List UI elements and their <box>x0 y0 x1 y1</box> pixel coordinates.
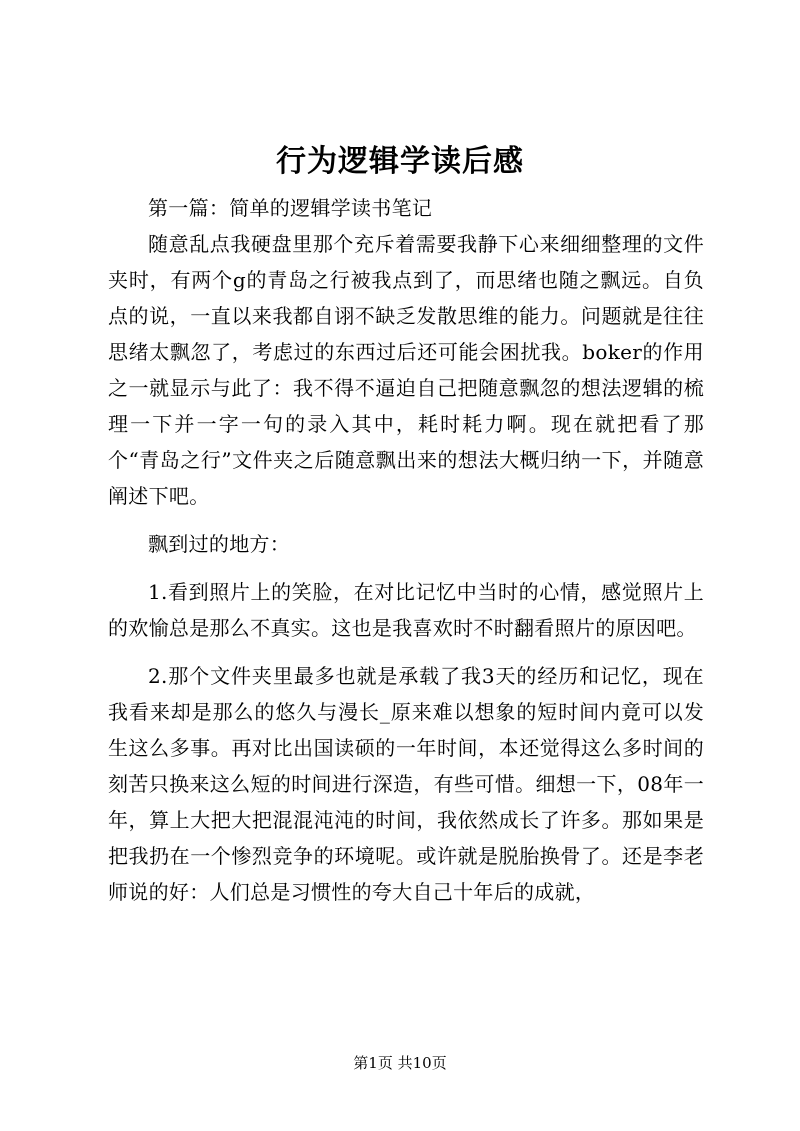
paragraph: 2.那个文件夹里最多也就是承载了我3天的经历和记忆，现在我看来却是那么的悠久与漫长_原来难以想象的短时间内竟可以发生这么多事。再对比出国读硕的一年时间，本还觉得这么多时间的刻苦只换来这么短的时间进行深造，有些可惜。细想一下，08年一年，算上大把大把混混沌沌的时间，我依然成长了许多。那如果是把我扔在一个惨烈竞争的环境呢。或许就是脱胎换骨了。还是李老师说的好：人们总是习惯性的夸大自己十年后的成就， <box>108 664 704 904</box>
paragraph: 1.看到照片上的笑脸，在对比记忆中当时的心情，感觉照片上的欢愉总是那么不真实。这也是我喜欢时不时翻看照片的原因吧。 <box>108 580 704 640</box>
page-indicator: 第1页 共10页 <box>353 1054 447 1072</box>
document-body <box>108 190 704 910</box>
section-heading: 第一篇：简单的逻辑学读书笔记 <box>148 196 433 220</box>
paragraph: 飘到过的地方： <box>148 532 291 556</box>
paragraph: 随意乱点我硬盘里那个充斥着需要我静下心来细细整理的文件夹时，有两个g的青岛之行被我点到了，而思绪也随之飘远。自负点的说，一直以来我都自诩不缺乏发散思维的能力。问题就是往往思绪太飘忽了，考虑过的东西过后还可能会困扰我。boker的作用之一就显示与此了：我不得不逼迫自己把随意飘忽的想法逻辑的梳理一下并一字一句的录入其中，耗时耗力啊。现在就把看了那个“青岛之行”文件夹之后随意飘出来的想法大概归纳一下，并随意阐述下吧。 <box>108 232 704 508</box>
document-title: 行为逻辑学读后感 <box>276 144 524 179</box>
